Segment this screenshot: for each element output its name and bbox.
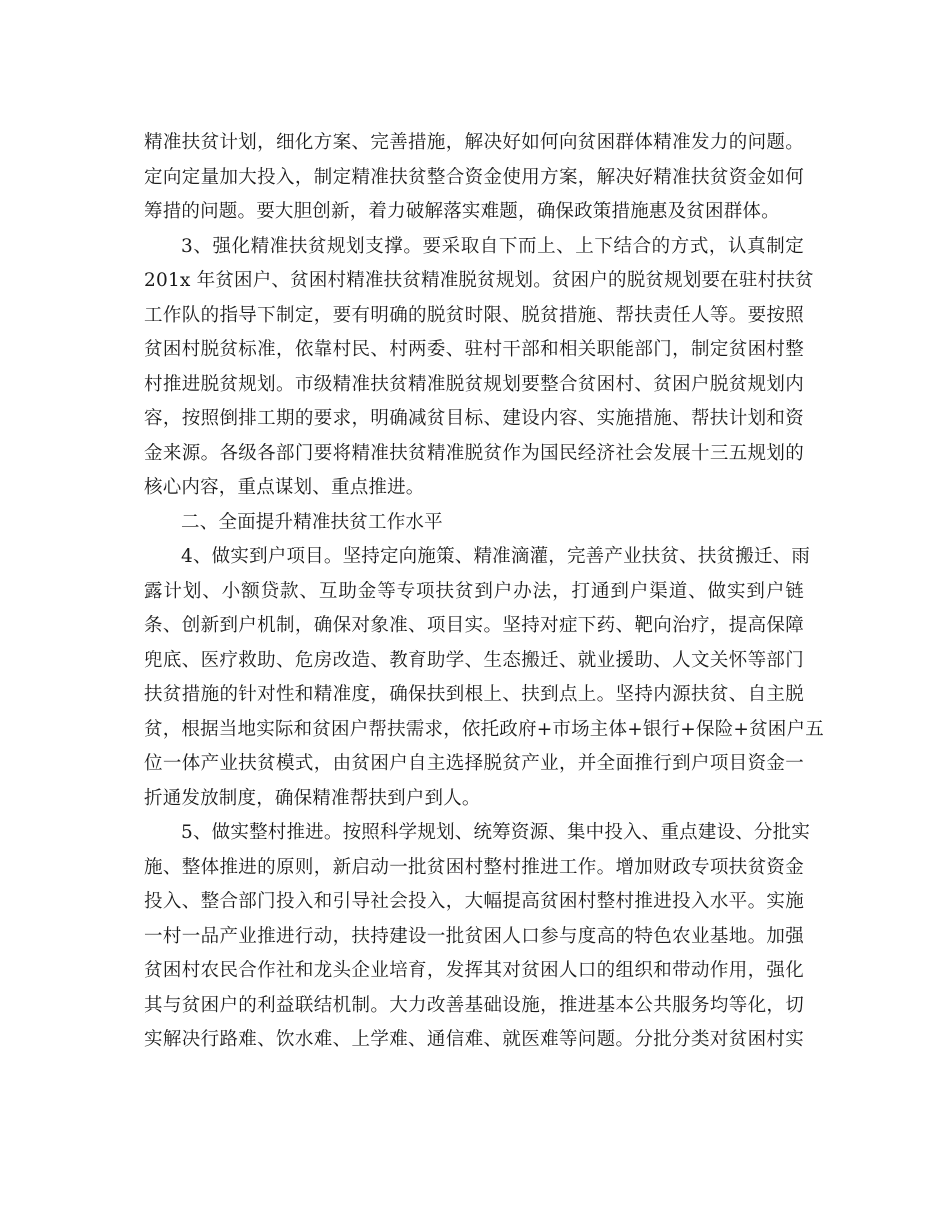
- text-line: 贫困村脱贫标准，依靠村民、村两委、驻村干部和相关职能部门，制定贫困村整: [144, 339, 804, 360]
- document-body: [144, 126, 824, 1058]
- text-line: 贫困村农民合作社和龙头企业培育，发挥其对贫困人口的组织和带动作用，强化: [144, 960, 804, 981]
- text-line: 201x 年贫困户、贫困村精准扶贫精准脱贫规划。贫困户的脱贫规划要在驻村扶贫: [144, 270, 814, 291]
- text-line: 5、做实整村推进。按照科学规划、统筹资源、集中投入、重点建设、分批实: [181, 822, 811, 843]
- text-line: 工作队的指导下制定，要有明确的脱贫时限、脱贫措施、帮扶责任人等。要按照: [144, 304, 804, 326]
- text-line: 其与贫困户的利益联结机制。大力改善基础设施，推进基本公共服务均等化，切: [144, 994, 804, 1016]
- text-line: 位一体产业扶贫模式，由贫困户自主选择脱贫产业，并全面推行到户项目资金一: [144, 753, 804, 774]
- text-line: 贫，根据当地实际和贫困户帮扶需求，依托政府+市场主体+银行+保险+贫困户五: [144, 718, 824, 740]
- text-line: 一村一品产业推进行动，扶持建设一批贫困人口参与度高的特色农业基地。加强: [144, 925, 804, 947]
- text-line: 核心内容，重点谋划、重点推进。: [144, 477, 425, 498]
- text-line: 村推进脱贫规划。市级精准扶贫精准脱贫规划要整合贫困村、贫困户脱贫规划内: [144, 373, 804, 395]
- text-line: 金来源。各级各部门要将精准扶贫精准脱贫作为国民经济社会发展十三五规划的: [144, 442, 804, 464]
- text-line: 二、全面提升精准扶贫工作水平: [181, 511, 443, 533]
- text-line: 实解决行路难、饮水难、上学难、通信难、就医难等问题。分批分类对贫困村实: [144, 1029, 804, 1050]
- text-line: 条、创新到户机制，确保对象准、项目实。坚持对症下药、靶向治疗，提高保障: [144, 615, 804, 636]
- text-line: 露计划、小额贷款、互助金等专项扶贫到户办法，打通到户渠道、做实到户链: [144, 580, 804, 602]
- text-line: 4、做实到户项目。坚持定向施策、精准滴灌，完善产业扶贫、扶贫搬迁、雨: [181, 546, 811, 567]
- text-line: 投入、整合部门投入和引导社会投入，大幅提高贫困村整村推进投入水平。实施: [144, 891, 804, 912]
- text-line: 精准扶贫计划，细化方案、完善措施，解决好如何向贫困群体精准发力的问题。: [144, 132, 804, 153]
- text-line: 施、整体推进的原则，新启动一批贫困村整村推进工作。增加财政专项扶贫资金: [144, 856, 804, 878]
- text-line: 容，按照倒排工期的要求，明确减贫目标、建设内容、实施措施、帮扶计划和资: [144, 408, 804, 429]
- text-line: 兜底、医疗救助、危房改造、教育助学、生态搬迁、就业援助、人文关怀等部门: [144, 649, 804, 671]
- text-line: 3、强化精准扶贫规划支撑。要采取自下而上、上下结合的方式，认真制定: [181, 235, 804, 257]
- text-line: 折通发放制度，确保精准帮扶到户到人。: [144, 787, 481, 809]
- text-line: 筹措的问题。要大胆创新，着力破解落实难题，确保政策措施惠及贫困群体。: [144, 201, 780, 222]
- text-line: 定向定量加大投入，制定精准扶贫整合资金使用方案，解决好精准扶贫资金如何: [144, 166, 804, 188]
- text-line: 扶贫措施的针对性和精准度，确保扶到根上、扶到点上。坚持内源扶贫、自主脱: [144, 684, 804, 705]
